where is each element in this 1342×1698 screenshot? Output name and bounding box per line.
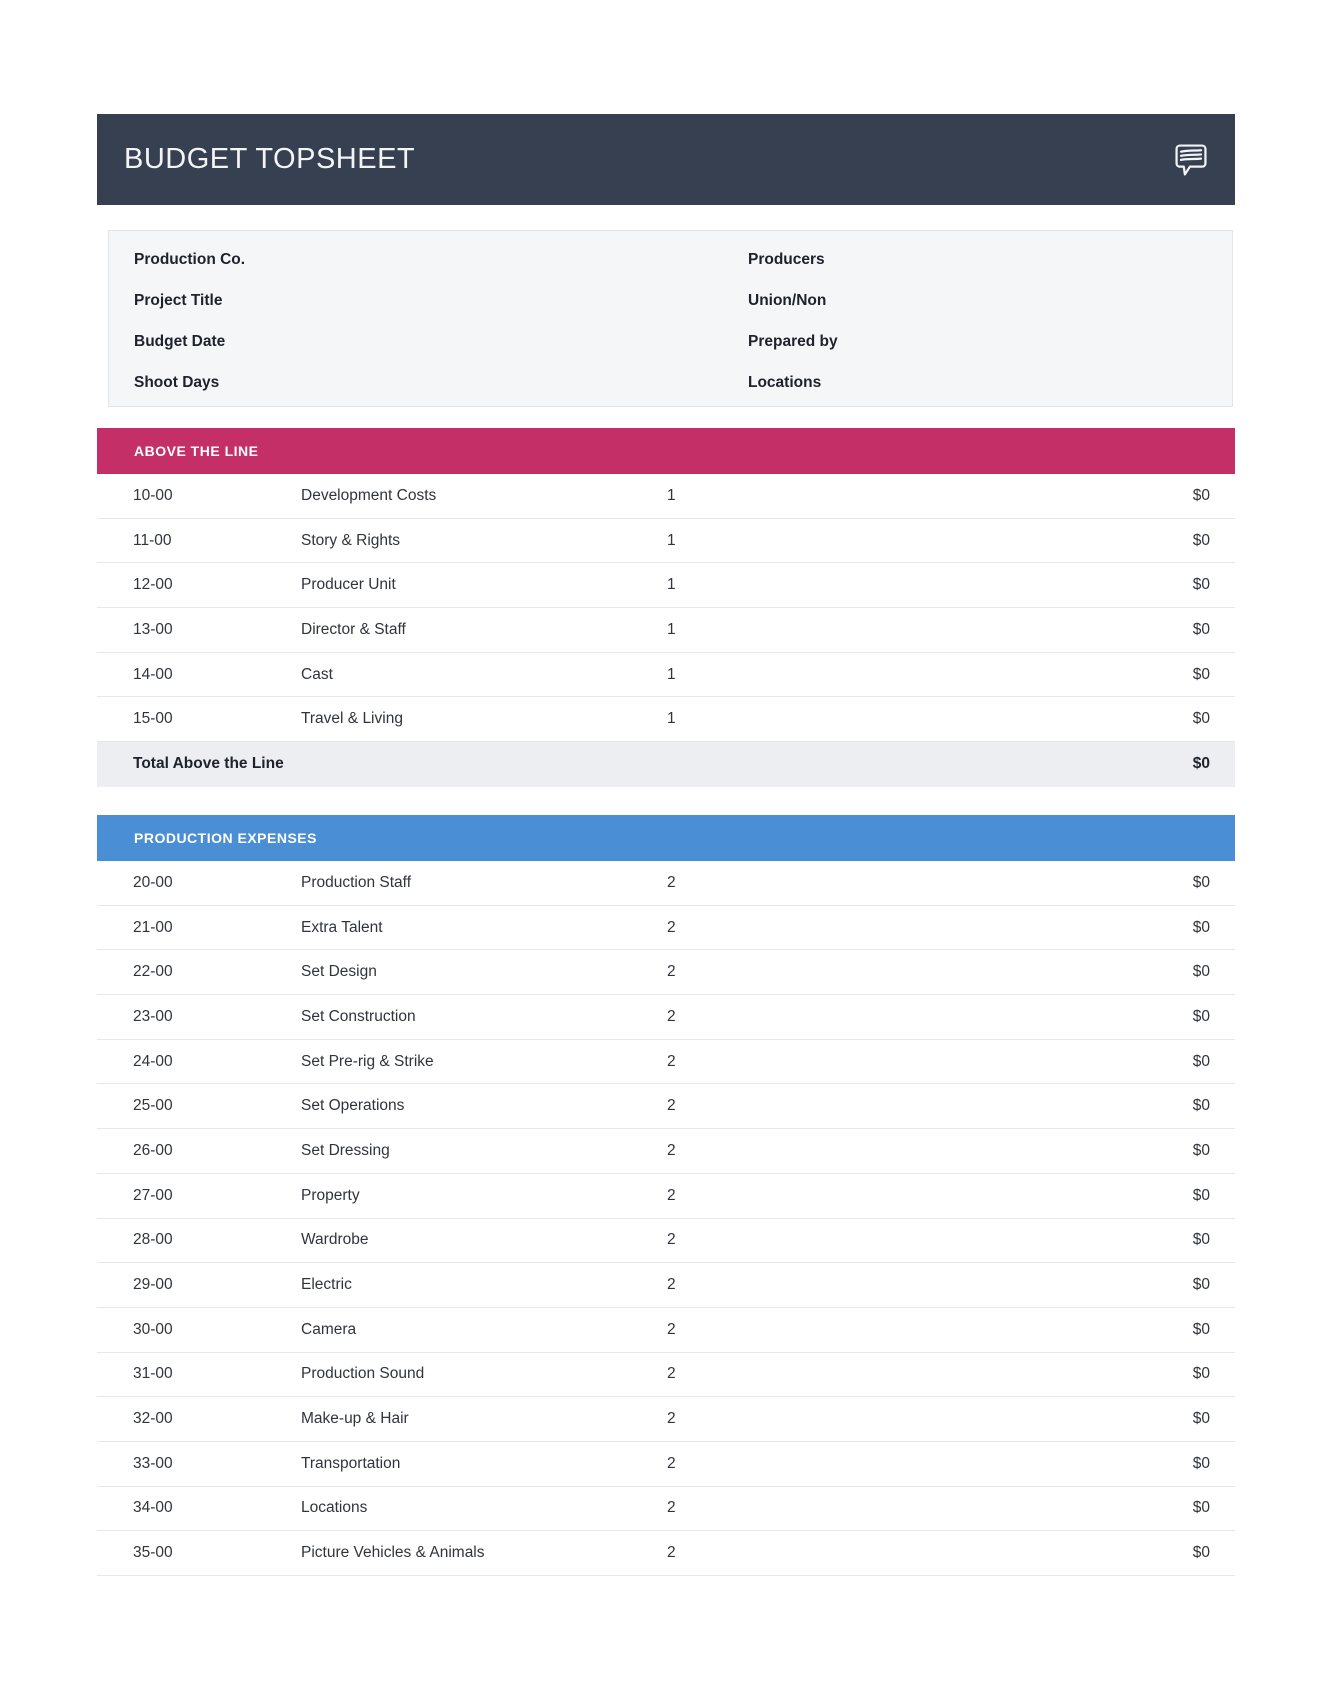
table-row <box>97 1174 1235 1219</box>
cell-account: 15-00 <box>133 710 173 728</box>
table-row <box>97 906 1235 951</box>
cell-page: 1 <box>667 531 676 549</box>
cell-account: 29-00 <box>133 1276 173 1294</box>
cell-description: Travel & Living <box>301 710 403 728</box>
table-row <box>97 1353 1235 1398</box>
cell-account: 31-00 <box>133 1365 173 1383</box>
cell-description: Production Sound <box>301 1365 425 1383</box>
cell-amount: $0 <box>1192 665 1210 683</box>
cell-description: Extra Talent <box>301 918 383 936</box>
table-row <box>97 653 1235 698</box>
cell-description: Producer Unit <box>301 576 396 594</box>
cell-page: 1 <box>667 620 676 638</box>
cell-amount: $0 <box>1192 963 1210 981</box>
table-row <box>97 950 1235 995</box>
table-row <box>97 1397 1235 1442</box>
cell-account: 26-00 <box>133 1141 173 1159</box>
comment-icon[interactable] <box>1169 138 1213 182</box>
header-bar <box>97 114 1235 205</box>
cell-account: 11-00 <box>133 531 172 549</box>
cell-account: 10-00 <box>133 486 173 504</box>
cell-page: 1 <box>667 665 676 683</box>
cell-amount: $0 <box>1192 531 1210 549</box>
cell-account: 21-00 <box>133 918 173 936</box>
cell-amount: $0 <box>1192 1320 1210 1338</box>
cell-account: 13-00 <box>133 620 173 638</box>
info-label-producers: Producers <box>748 250 825 268</box>
cell-amount: $0 <box>1192 486 1210 504</box>
cell-page: 2 <box>667 1052 676 1070</box>
table-row <box>97 1084 1235 1129</box>
cell-description: Wardrobe <box>301 1231 369 1249</box>
cell-description: Director & Staff <box>301 620 406 638</box>
production-expenses-table <box>97 861 1235 1576</box>
cell-page: 2 <box>667 1454 676 1472</box>
cell-description: Property <box>301 1186 360 1204</box>
cell-amount: $0 <box>1192 620 1210 638</box>
cell-page: 2 <box>667 918 676 936</box>
cell-amount: $0 <box>1192 1410 1210 1428</box>
table-row <box>97 995 1235 1040</box>
section-header-above-the-line <box>97 428 1235 474</box>
table-row <box>97 563 1235 608</box>
cell-page: 2 <box>667 1097 676 1115</box>
cell-page: 2 <box>667 1544 676 1562</box>
production-info-box <box>108 230 1233 407</box>
cell-description: Picture Vehicles & Animals <box>301 1544 485 1562</box>
total-above-the-line-row <box>97 742 1235 787</box>
cell-page: 1 <box>667 576 676 594</box>
cell-amount: $0 <box>1192 1499 1210 1517</box>
cell-page: 1 <box>667 710 676 728</box>
cell-account: 28-00 <box>133 1231 173 1249</box>
cell-amount: $0 <box>1192 873 1210 891</box>
cell-page: 2 <box>667 1499 676 1517</box>
info-label-budget-date: Budget Date <box>134 332 226 350</box>
cell-amount: $0 <box>1192 576 1210 594</box>
cell-page: 1 <box>667 486 676 504</box>
cell-amount: $0 <box>1192 1007 1210 1025</box>
cell-page: 2 <box>667 1276 676 1294</box>
cell-description: Electric <box>301 1276 352 1294</box>
cell-description: Cast <box>301 665 333 683</box>
table-row <box>97 1531 1235 1576</box>
info-label-production-co: Production Co. <box>134 250 246 268</box>
cell-amount: $0 <box>1192 1141 1210 1159</box>
cell-page: 2 <box>667 1141 676 1159</box>
table-row <box>97 1263 1235 1308</box>
cell-description: Camera <box>301 1320 357 1338</box>
table-row <box>97 1129 1235 1174</box>
cell-description: Make-up & Hair <box>301 1410 409 1428</box>
cell-amount: $0 <box>1192 1365 1210 1383</box>
cell-account: 23-00 <box>133 1007 173 1025</box>
section-title: PRODUCTION EXPENSES <box>134 830 317 846</box>
table-row <box>97 861 1235 906</box>
cell-amount: $0 <box>1192 1231 1210 1249</box>
cell-account: 30-00 <box>133 1320 173 1338</box>
cell-account: 20-00 <box>133 873 173 891</box>
cell-account: 35-00 <box>133 1544 173 1562</box>
cell-description: Locations <box>301 1499 368 1517</box>
table-row <box>97 697 1235 742</box>
cell-account: 25-00 <box>133 1097 173 1115</box>
cell-description: Set Construction <box>301 1007 416 1025</box>
cell-account: 12-00 <box>133 576 173 594</box>
cell-amount: $0 <box>1192 1544 1210 1562</box>
info-label-locations: Locations <box>748 373 822 391</box>
page-title: BUDGET TOPSHEET <box>124 143 416 175</box>
cell-page: 2 <box>667 1365 676 1383</box>
cell-page: 2 <box>667 1320 676 1338</box>
above-the-line-table <box>97 474 1235 787</box>
cell-page: 2 <box>667 963 676 981</box>
cell-page: 2 <box>667 873 676 891</box>
cell-amount: $0 <box>1192 1454 1210 1472</box>
cell-amount: $0 <box>1192 710 1210 728</box>
table-row <box>97 1219 1235 1264</box>
info-label-prepared-by: Prepared by <box>748 332 838 350</box>
cell-account: 24-00 <box>133 1052 173 1070</box>
section-title: ABOVE THE LINE <box>134 443 259 459</box>
cell-page: 2 <box>667 1410 676 1428</box>
cell-description: Set Dressing <box>301 1141 390 1159</box>
info-label-union-non: Union/Non <box>748 291 827 309</box>
cell-description: Set Design <box>301 963 377 981</box>
cell-account: 33-00 <box>133 1454 173 1472</box>
cell-amount: $0 <box>1192 1276 1210 1294</box>
cell-description: Story & Rights <box>301 531 401 549</box>
table-row <box>97 608 1235 653</box>
section-header-production-expenses <box>97 815 1235 861</box>
cell-page: 2 <box>667 1186 676 1204</box>
cell-amount: $0 <box>1192 1186 1210 1204</box>
cell-amount: $0 <box>1192 918 1210 936</box>
table-row <box>97 1308 1235 1353</box>
table-row <box>97 1040 1235 1085</box>
cell-description: Production Staff <box>301 873 412 891</box>
table-row <box>97 519 1235 564</box>
cell-description: Set Pre-rig & Strike <box>301 1052 434 1070</box>
total-label: Total Above the Line <box>133 755 284 773</box>
cell-account: 34-00 <box>133 1499 173 1517</box>
info-label-shoot-days: Shoot Days <box>134 373 220 391</box>
cell-account: 27-00 <box>133 1186 173 1204</box>
cell-description: Transportation <box>301 1454 401 1472</box>
table-row <box>97 1487 1235 1532</box>
cell-amount: $0 <box>1192 1052 1210 1070</box>
cell-account: 14-00 <box>133 665 173 683</box>
cell-description: Set Operations <box>301 1097 405 1115</box>
cell-account: 32-00 <box>133 1410 173 1428</box>
cell-account: 22-00 <box>133 963 173 981</box>
cell-page: 2 <box>667 1007 676 1025</box>
info-label-project-title: Project Title <box>134 291 223 309</box>
table-row <box>97 474 1235 519</box>
cell-description: Development Costs <box>301 486 437 504</box>
table-row <box>97 1442 1235 1487</box>
cell-page: 2 <box>667 1231 676 1249</box>
cell-amount: $0 <box>1192 1097 1210 1115</box>
total-amount: $0 <box>1192 755 1210 773</box>
